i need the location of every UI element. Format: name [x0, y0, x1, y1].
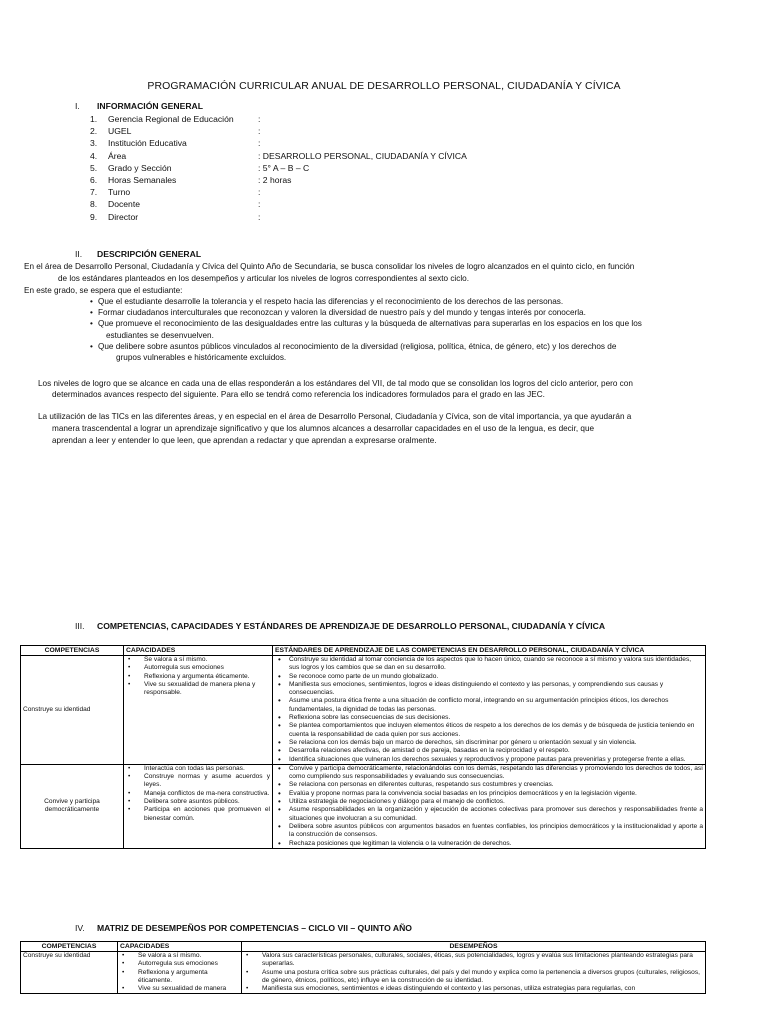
competency-cell: Construye su identidad: [21, 656, 124, 765]
capacity-item: • Se valora a sí mismo.: [138, 952, 239, 960]
info-value: :: [258, 126, 261, 137]
standard-item: • Se plantea comportamientos que incluyen elementos éticos de respeto a los derechos de los demás y de búsqueda de justicia teniendo en cuenta la responsabilidad de cada quien por sus acciones.: [289, 722, 703, 739]
standards-cell: [273, 656, 706, 765]
description-para-1b: determinados avances respecto del siguiente. Para ello se tendrá como referencia los indicadores formulados para el grado en las JEC.: [52, 390, 545, 399]
capacity-item: • Construye normas y asume acuerdos y leyes.: [144, 773, 270, 790]
section-2-heading: [75, 249, 201, 259]
capacity-item: • Se valora a sí mismo.: [144, 656, 270, 664]
standard-item: • Utiliza estrategia de negociaciones y diálogo para el manejo de conflictos.: [289, 798, 703, 806]
info-row: [90, 150, 467, 162]
capacities-cell: [124, 764, 273, 848]
section-3-title: COMPETENCIAS, CAPACIDADES Y ESTÁNDARES DE APRENDIZAJE DE DESARROLLO PERSONAL, CIUDADANÍA Y CÍVICA: [97, 621, 606, 631]
info-value: : 5° A – B – C: [258, 162, 310, 173]
info-row: [90, 162, 467, 174]
capacity-item: • Vive su sexualidad de manera plena y responsable.: [144, 681, 270, 698]
info-number: 7.: [90, 187, 98, 198]
info-number: 1.: [90, 114, 98, 124]
capacities-cell: [118, 952, 242, 994]
standard-item: • Rechaza posiciones que legitiman la violencia o la vulneración de derechos.: [289, 840, 703, 848]
section-2-title: DESCRIPCIÓN GENERAL: [97, 249, 202, 259]
description-intro-2: de los estándares planteados en los desempeños y articular los niveles de logros correspondientes al sexto ciclo.: [58, 274, 469, 283]
column-header: DESEMPEÑOS: [242, 942, 706, 952]
capacity-item: • Participa en acciones que promueven el bienestar común.: [144, 806, 270, 823]
info-label: Grado y Sección: [108, 162, 172, 173]
section-1-number: I.: [75, 101, 80, 111]
page-title: PROGRAMACIÓN CURRICULAR ANUAL DE DESARROLLO PERSONAL, CIUDADANÍA Y CÍVICA: [147, 80, 621, 92]
competencies-table: [20, 645, 706, 849]
info-value: :: [258, 138, 261, 149]
standard-item: • Se reconoce como parte de un mundo globalizado.: [289, 673, 703, 681]
capacity-item: • Delibera sobre asuntos públicos.: [144, 798, 270, 806]
section-3-number: III.: [75, 621, 85, 631]
table-row: [21, 952, 706, 994]
section-1-title: INFORMACIÓN GENERAL: [97, 101, 203, 111]
list-item-continuation: grupos vulnerables e históricamente excluidos.: [116, 353, 287, 363]
info-row: [90, 211, 467, 223]
info-label: Gerencia Regional de Educación: [108, 114, 234, 124]
standard-item: • Manifiesta sus emociones, sentimientos, logros e ideas distinguiendo el contexto y las personas, y comprendiendo sus causas y consecuencias.: [289, 681, 703, 698]
info-value: :: [258, 199, 261, 210]
standards-cell: [273, 764, 706, 848]
info-row: [90, 174, 467, 186]
info-label: Director: [108, 211, 139, 222]
standard-item: • Convive y participa democráticamente, relacionándolas con los demás, respetando las diferencias y promoviendo los derechos de todos, así como cumpliendo sus responsabilidades y evaluando sus consecuencias.: [289, 765, 703, 782]
capacity-item: • Reflexiona y argumenta éticamente.: [144, 673, 270, 681]
info-number: 9.: [90, 211, 98, 222]
info-number: 8.: [90, 199, 98, 210]
info-number: 2.: [90, 126, 98, 137]
performance-item: • Valora sus características personales, culturales, sociales, éticas, sus potencialidades, logros y evalúa sus limitaciones planteando estrategias para superarlas.: [262, 952, 703, 969]
list-item: • Que delibere sobre asuntos públicos vinculados al reconocimiento de la diversidad (religiosa, política, étnica, de género, etc) y los derechos de: [90, 341, 706, 352]
description-para-2c: aprendan a leer y entender lo que leen, que aprendan a redactar y que aprendan a expresarse oralmente.: [52, 436, 437, 445]
info-number: 4.: [90, 150, 98, 161]
info-number: 3.: [90, 138, 98, 149]
list-item: • Que el estudiante desarrolle la tolerancia y el respeto hacia las diferencias y el reconocimiento de los derechos de las personas.: [90, 296, 706, 307]
info-value: :: [258, 114, 261, 124]
capacity-item: • Vive su sexualidad de manera: [138, 985, 239, 993]
general-info-list: [90, 113, 467, 223]
table-header-row: [21, 942, 706, 952]
list-item: • Que promueve el reconocimiento de las desigualdades entre las culturas y la búsqueda de alternativas para superarlas en los espacios en los que los: [90, 318, 706, 329]
description-para-2a: La utilización de las TICs en las diferentes áreas, y en especial en el área de Desarrollo Personal, Ciudadanía y Cívica, son de vital importancia, ya que ayudarán a: [38, 412, 632, 421]
info-row: [90, 113, 467, 125]
capacity-item: • Interactúa con todas las personas.: [144, 765, 270, 773]
standard-item: • Se relaciona con personas en diferentes culturas, respetando sus costumbres y creencias.: [289, 781, 703, 789]
column-header: ESTÁNDARES DE APRENDIZAJE DE LAS COMPETENCIAS EN DESARROLLO PERSONAL, CIUDADANÍA Y CÍVICA: [273, 646, 706, 656]
table-row: [21, 764, 706, 848]
section-4-heading: [75, 923, 412, 933]
info-row: [90, 186, 467, 198]
performance-cell: [242, 952, 706, 994]
performance-matrix-table: [20, 941, 706, 994]
info-label: Turno: [108, 187, 131, 198]
capacity-item: • Maneja conflictos de ma-nera constructiva.: [144, 790, 270, 798]
capacity-item: • Reflexiona y argumenta éticamente.: [138, 969, 239, 986]
section-2-number: II.: [75, 249, 83, 259]
section-1-heading: [75, 101, 203, 111]
standard-item: • Identifica situaciones que vulneran los derechos sexuales y reproductivos y propone pautas para prevenirlas y protegerse frente a ellas.: [289, 756, 703, 764]
table-header-row: [21, 646, 706, 656]
standard-item: • Evalúa y propone normas para la convivencia social basadas en los principios democráticos y en la legislación vigente.: [289, 790, 703, 798]
description-bullets: [90, 296, 706, 363]
standard-item: • Delibera sobre asuntos públicos con argumentos basados en fuentes confiables, los principios democráticos y la institucionalidad y aporte a la construcción de consensos.: [289, 823, 703, 840]
info-value: : 2 horas: [258, 175, 292, 186]
info-value: : DESARROLLO PERSONAL, CIUDADANÍA Y CÍVICA: [258, 150, 467, 161]
column-header: COMPETENCIAS: [21, 942, 118, 952]
performance-item: • Asume una postura crítica sobre sus prácticas culturales, del país y del mundo y explica como la pertenencia a diversos grupos (culturales, religiosos, de género, étnicos, políticos, etc) influye en la construcción de su identidad.: [262, 969, 703, 986]
section-3-heading: [75, 621, 605, 631]
info-value: :: [258, 187, 261, 198]
list-item: • Formar ciudadanos interculturales que reconozcan y valoren la diversidad de nuestro país y del mundo y tengas interés por conocerla.: [90, 307, 706, 318]
info-row: [90, 125, 467, 137]
description-intro-3: En este grado, se espera que el estudiante:: [24, 286, 183, 295]
column-header: CAPACIDADES: [118, 942, 242, 952]
list-item-continuation: estudiantes se desenvuelven.: [106, 330, 214, 340]
competency-cell: Construye su identidad: [21, 952, 118, 994]
capacity-item: • Autorregula sus emociones: [138, 960, 239, 968]
description-intro-1: En el área de Desarrollo Personal, Ciudadanía y Cívica del Quinto Año de Secundaria, se busca consolidar los niveles de logro alcanzados en el quinto ciclo, en función: [24, 262, 635, 271]
info-row: [90, 198, 467, 210]
column-header: CAPACIDADES: [124, 646, 273, 656]
capacities-cell: [124, 656, 273, 765]
standard-item: • Asume una postura ética frente a una situación de conflicto moral, integrando en su argumentación principios éticos, los derechos fundamentales, la dignidad de todas las personas.: [289, 697, 703, 714]
column-header: COMPETENCIAS: [21, 646, 124, 656]
section-4-title: MATRIZ DE DESEMPEÑOS POR COMPETENCIAS – CICLO VII – QUINTO AÑO: [97, 923, 412, 933]
performance-item: • Manifiesta sus emociones, sentimientos e ideas distinguiendo el contexto y las personas, utiliza estrategias para regularlas, con: [262, 985, 703, 993]
info-row: [90, 137, 467, 149]
info-label: Área: [108, 150, 127, 161]
description-para-1a: Los niveles de logro que se alcance en cada una de ellas responderán a los estándares del VII, de tal modo que se consolidan los logros del ciclo anterior, pero con: [38, 379, 633, 388]
info-label: Horas Semanales: [108, 175, 177, 186]
info-label: Institución Educativa: [108, 138, 187, 149]
standard-item: • Desarrolla relaciones afectivas, de amistad o de pareja, basadas en la reciprocidad y el respeto.: [289, 747, 703, 755]
info-number: 6.: [90, 175, 98, 186]
info-label: UGEL: [108, 126, 132, 137]
competency-cell: Convive y participa democráticamente: [21, 764, 124, 848]
table-row: [21, 656, 706, 765]
standard-item: • Asume responsabilidades en la organización y ejecución de acciones colectivas para promover sus derechos y responsabilidades frente a situaciones que involucran a su comunidad.: [289, 806, 703, 823]
standard-item: • Reflexiona sobre las consecuencias de sus decisiones.: [289, 714, 703, 722]
standard-item: • Se relaciona con los demás bajo un marco de derechos, sin discriminar por género u orientación sexual y sin violencia.: [289, 739, 703, 747]
capacity-item: • Autorregula sus emociones: [144, 664, 270, 672]
info-label: Docente: [108, 199, 141, 210]
description-para-2b: manera trascendental a lograr un aprendizaje significativo y que los alumnos alcances a desarrollar capacidades en el uso de la lengua, es decir, que: [52, 424, 595, 433]
section-4-number: IV.: [75, 923, 85, 933]
info-number: 5.: [90, 162, 98, 173]
standard-item: • Construye su identidad al tomar conciencia de los aspectos que lo hacen único, cuando se reconoce a sí mismo y valora sus identidades, sus logros y los cambios que se dan en su desarrollo.: [289, 656, 703, 673]
info-value: :: [258, 211, 261, 222]
